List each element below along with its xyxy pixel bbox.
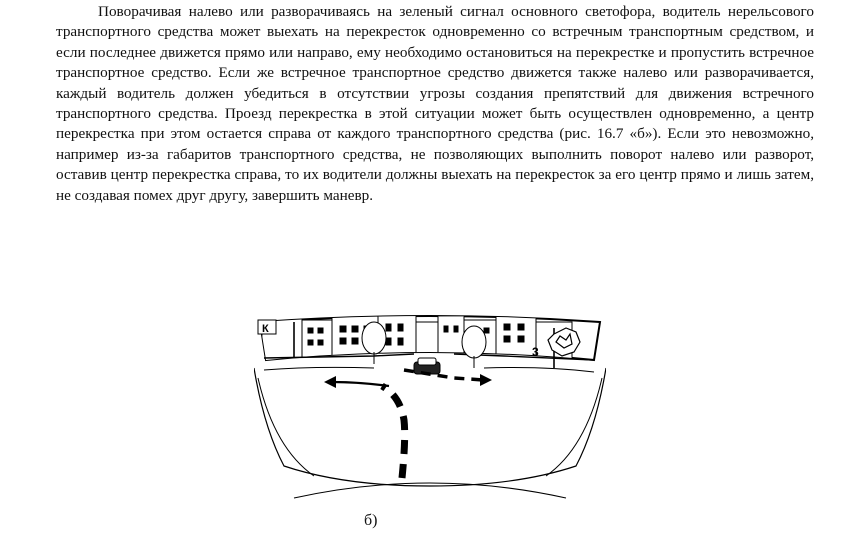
tree-right [462,326,486,368]
tree-left [362,322,386,364]
oncoming-car [414,358,440,374]
car-hood [254,368,606,498]
solid-arrow-left [324,376,389,388]
sign-right [532,345,539,359]
body-paragraph: Поворачивая налево или разворачиваясь на зеленый сигнал основного светофора, водитель нерельсового транспортного средства может выехать на перекресток одновременно со встречным транспортным средством, и если последнее движется прямо или направо, ему необходимо остановиться на перекрестке и пропустить встречное транспортное средство. Если же встречное транспортное средство движется также налево или разворачивается, каждый водитель должен убедиться в отсутствии угрозы создания препятствий для движения встречного транспортного средства. Проезд перекрестка в этой ситуации может быть осуществлен одновременно, а центр перекрестка при этом остается справа от каждого транспортного средства (рис. 16.7 «б»). Если это невозможно, например из-за габаритов транспортного средства, не позволяющих выполнить поворот налево или разворот, оставив центр перекрестка справа, то их водители должны выехать на перекресток за его центр прямо и лишь затем, не создавая помех друг другу, завершить маневр. [56,3,814,204]
sign-left-letter: К [262,323,269,335]
city-buildings [262,314,572,368]
figure-caption: б) [364,512,378,529]
intersection-illustration [254,308,606,510]
sign-right-number: 3 [532,345,539,359]
sign-left [258,320,276,335]
dashed-turn-path [382,386,405,478]
